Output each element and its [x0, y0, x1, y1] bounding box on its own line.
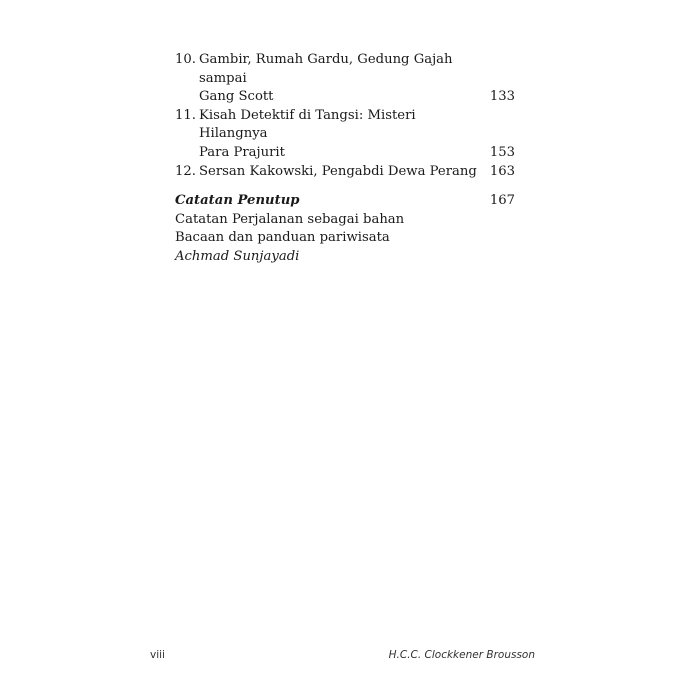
section-gap	[175, 181, 520, 192]
toc-entry-title-line: Para Prajurit	[199, 144, 285, 160]
closing-author: Achmad Sunjayadi	[175, 248, 300, 264]
toc-entry-12	[175, 163, 520, 182]
closing-page: 167	[489, 193, 515, 209]
toc-entry-page: 163	[489, 163, 515, 179]
closing-subtitle-line: Catatan Perjalanan sebagai bahan	[175, 211, 405, 227]
page-number: viii	[150, 649, 165, 661]
toc-entry-10	[175, 51, 520, 107]
toc-closing-section	[175, 192, 520, 266]
toc-entry-title-line: Gang Scott	[199, 89, 274, 105]
toc-entry-number: 11.	[175, 107, 196, 123]
toc-entry-11	[175, 107, 520, 163]
toc-entry-page: 133	[489, 89, 515, 105]
toc-entry-title-line: Gambir, Rumah Gardu, Gedung Gajah sampai	[199, 52, 453, 86]
table-of-contents	[175, 51, 520, 267]
toc-entry-title-line: Kisah Detektif di Tangsi: Misteri Hilangnya	[199, 107, 416, 142]
toc-entry-page: 153	[489, 144, 515, 160]
toc-entry-title-line: Sersan Kakowski, Pengabdi Dewa Perang	[199, 163, 477, 179]
closing-subtitle-line: Bacaan dan panduan pariwisata	[175, 230, 390, 246]
closing-title: Catatan Penutup	[175, 193, 300, 209]
toc-entry-number: 12.	[175, 163, 196, 179]
running-title: H.C.C. Clockkener Brousson	[388, 649, 535, 661]
toc-entry-number: 10.	[175, 52, 196, 67]
